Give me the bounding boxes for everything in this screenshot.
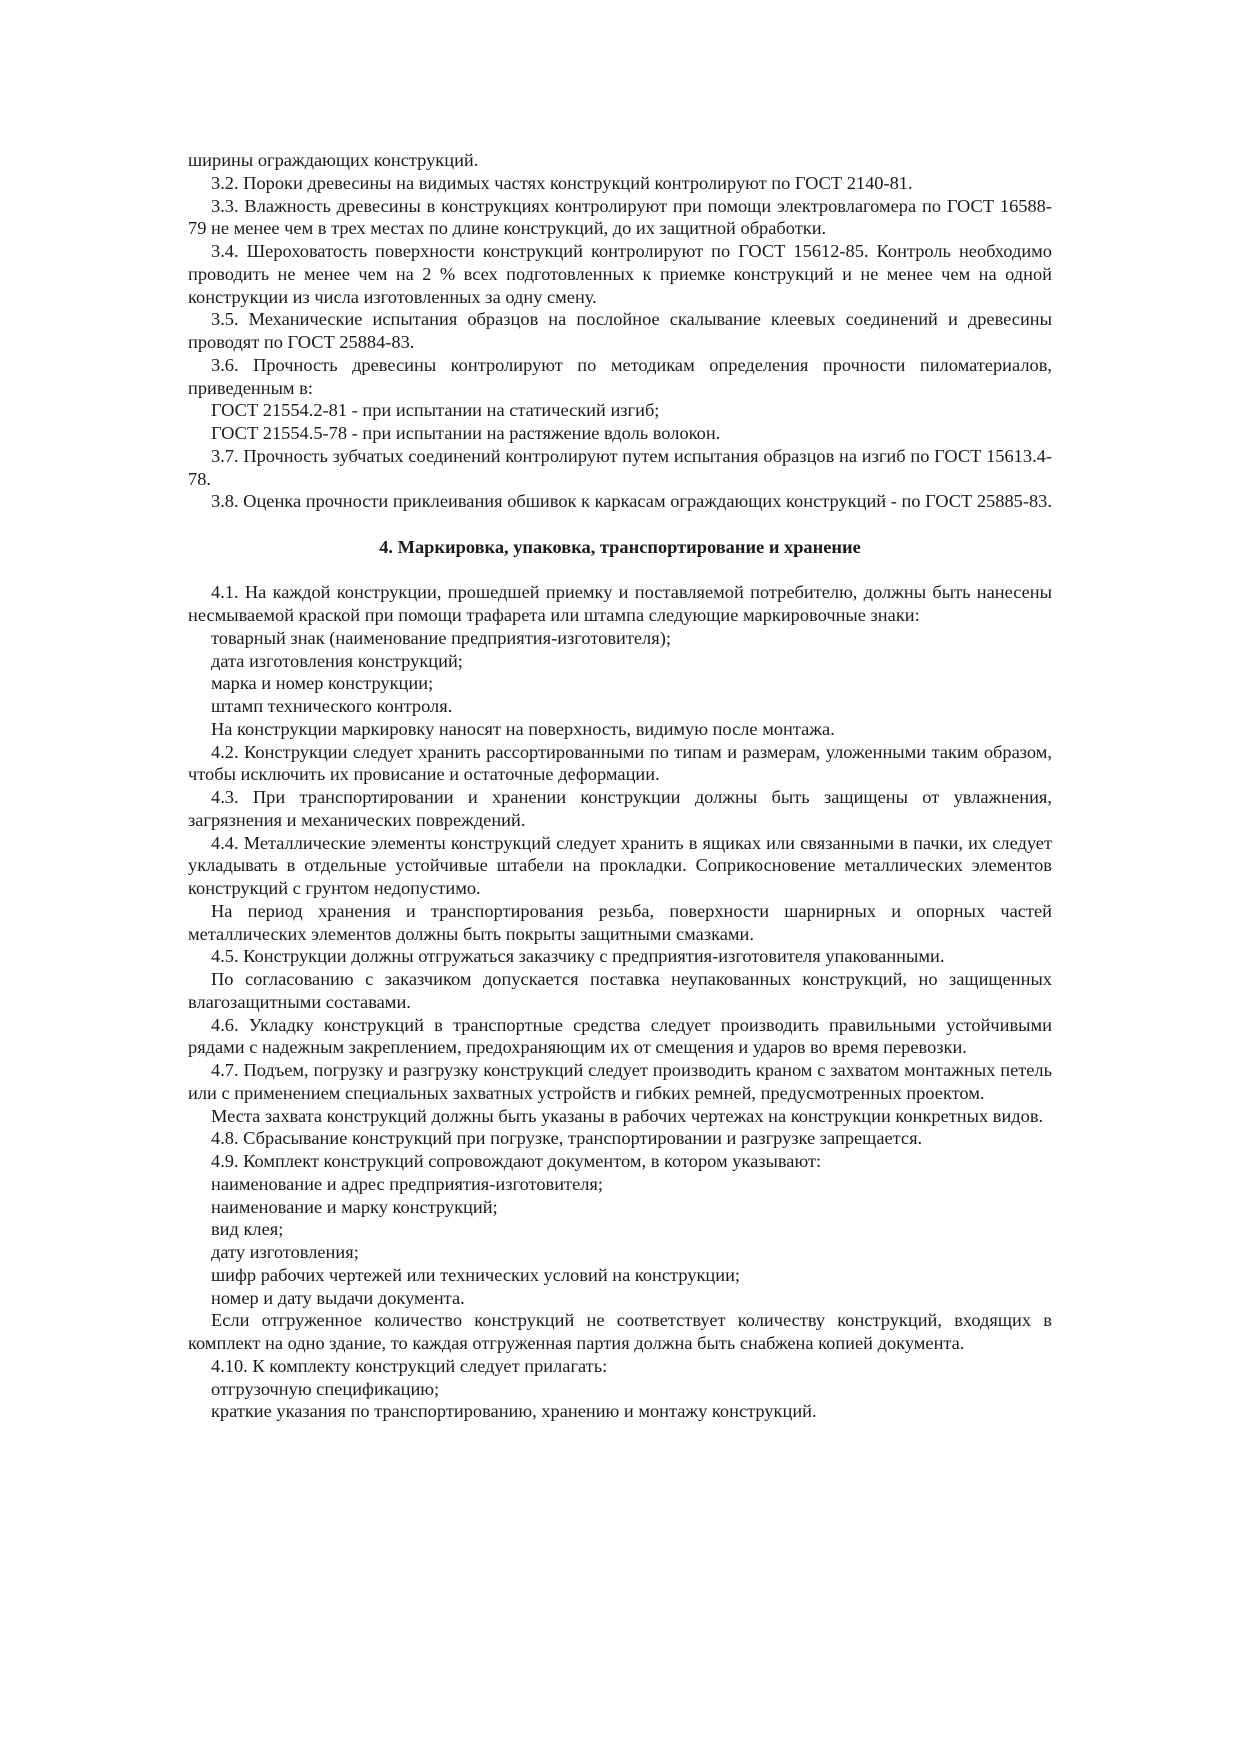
list-item: штамп технического контроля. xyxy=(211,696,453,716)
list-item: отгрузочную спецификацию; xyxy=(211,1378,440,1399)
list-item: дату изготовления; xyxy=(211,1242,359,1262)
paragraph: Места захвата конструкций должны быть указаны в рабочих чертежах на конструкции конкретных видов. xyxy=(211,1105,1044,1126)
paragraph: 3.6. Прочность древесины контролируют по методикам определения прочности пиломатериалов, приведенным в: xyxy=(188,354,1052,398)
list-item: краткие указания по транспортированию, хранению и монтажу конструкций. xyxy=(211,1401,817,1422)
paragraph: 4.7. Подъем, погрузку и разгрузку конструкций следует производить краном с захватом монтажных петель или с применением специальных захватных устройств и гибких ремней, предусмотренных проектом. xyxy=(188,1060,1052,1103)
paragraph: 4.10. К комплекту конструкций следует прилагать: xyxy=(211,1355,608,1376)
list-item: номер и дату выдачи документа. xyxy=(211,1287,465,1308)
list-item: дата изготовления конструкций; xyxy=(211,650,463,671)
paragraph: 3.2. Пороки древесины на видимых частях конструкций контролируют по ГОСТ 2140-81. xyxy=(211,172,913,193)
paragraph: 4.2. Конструкции следует хранить рассортированными по типам и размерам, уложенными таким образом, чтобы исключить их провисание и остаточные деформации. xyxy=(188,741,1052,785)
paragraph: 4.1. На каждой конструкции, прошедшей приемку и поставляемой потребителю, должны быть нанесены несмываемой краской при помощи трафарета или штампа следующие маркировочные знаки: xyxy=(188,582,1052,625)
paragraph: ГОСТ 21554.2-81 - при испытании на статический изгиб; xyxy=(211,400,660,421)
paragraph: 4.6. Укладку конструкций в транспортные средства следует производить правильными устойчивыми рядами с надежным закреплением, предохраняющим их от смещения и ударов во время перевозки. xyxy=(188,1014,1052,1058)
paragraph: 4.9. Комплект конструкций сопровождают документом, в котором указывают: xyxy=(211,1151,822,1171)
paragraph: 4.5. Конструкции должны отгружаться заказчику с предприятия-изготовителя упакованными. xyxy=(211,946,945,967)
list-item: вид клея; xyxy=(211,1219,284,1240)
paragraph: 4.4. Металлические элементы конструкций следует хранить в ящиках или связанными в пачки, их следует укладывать в отдельные устойчивые штабели на прокладки. Соприкосновение металлических элементов конструкций с грунтом недопустимо. xyxy=(188,832,1052,898)
paragraph: 3.4. Шероховатость поверхности конструкций контролируют по ГОСТ 15612-85. Контроль необходимо проводить не менее чем на 2 % всех подготовленных к приемке конструкций и не менее чем на одной конструкции из числа изготовленных за одну смену. xyxy=(188,241,1052,307)
paragraph: 4.8. Сбрасывание конструкций при погрузке, транспортировании и разгрузке запрещается. xyxy=(211,1128,923,1149)
paragraph: 3.8. Оценка прочности приклеивания обшивок к каркасам ограждающих конструкций - по ГОСТ 25885-83. xyxy=(211,491,1052,512)
paragraph: На период хранения и транспортирования резьба, поверхности шарнирных и опорных частей металлических элементов должны быть покрыты защитными смазками. xyxy=(188,900,1052,944)
list-item: товарный знак (наименование предприятия-изготовителя); xyxy=(211,627,671,648)
paragraph: ширины ограждающих конструкций. xyxy=(188,150,479,170)
paragraph: 4.3. При транспортировании и хранении конструкции должны быть защищены от увлажнения, загрязнения и механических повреждений. xyxy=(188,787,1052,830)
paragraph: На конструкции маркировку наносят на поверхность, видимую после монтажа. xyxy=(211,718,835,739)
paragraph: По согласованию с заказчиком допускается поставка неупакованных конструкций, но защищенных влагозащитными составами. xyxy=(188,969,1052,1012)
spacer xyxy=(188,559,1052,582)
paragraph: Если отгруженное количество конструкций не соответствует количеству конструкций, входящих в комплект на одно здание, то каждая отгруженная партия должна быть снабжена копией документа. xyxy=(188,1310,1052,1353)
list-item: наименование и марку конструкций; xyxy=(211,1196,498,1217)
paragraph: 3.3. Влажность древесины в конструкциях контролируют при помощи электровлагомера по ГОСТ 16588-79 не менее чем в трех местах по длине конструкций, до их защитной обработки. xyxy=(188,195,1052,239)
list-item: наименование и адрес предприятия-изготовителя; xyxy=(211,1173,603,1194)
paragraph: 3.7. Прочность зубчатых соединений контролируют путем испытания образцов на изгиб по ГОСТ 15613.4-78. xyxy=(188,445,1052,489)
list-item: шифр рабочих чертежей или технических условий на конструкции; xyxy=(211,1264,741,1285)
document-text xyxy=(188,149,1052,1423)
paragraph: ГОСТ 21554.5-78 - при испытании на растяжение вдоль волокон. xyxy=(211,423,721,443)
spacer xyxy=(188,513,1052,536)
paragraph: 3.5. Механические испытания образцов на послойное скалывание клеевых соединений и древесины проводят по ГОСТ 25884-83. xyxy=(188,309,1052,352)
list-item: марка и номер конструкции; xyxy=(211,673,434,694)
section-heading: 4. Маркировка, упаковка, транспортирование и хранение xyxy=(379,536,861,557)
